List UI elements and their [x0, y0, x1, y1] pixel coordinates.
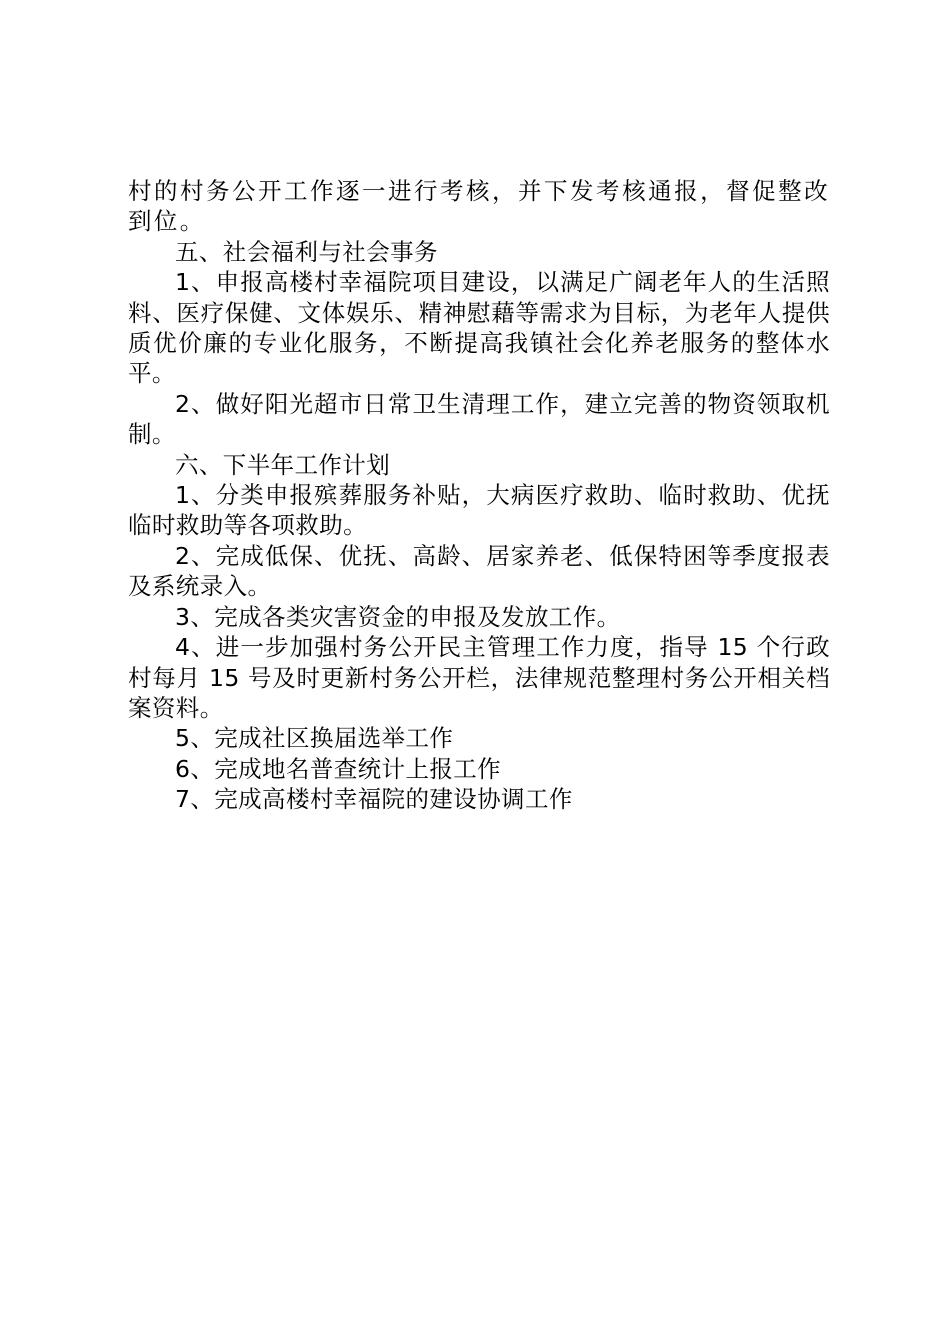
paragraph-plan-item-1: 1、分类申报殡葬服务补贴，大病医疗救助、临时救助、优抚临时救助等各项救助。 [128, 481, 830, 540]
paragraph-plan-item-4: 4、进一步加强村务公开民主管理工作力度，指导 15 个行政村每月 15 号及时更新村务公开栏，法律规范整理村务公开相关档案资料。 [128, 633, 830, 722]
paragraph-plan-item-2: 2、完成低保、优抚、高龄、居家养老、低保特困等季度报表及系统录入。 [128, 541, 830, 601]
document-page [128, 176, 830, 815]
paragraph-happiness-home-project: 1、申报高楼村幸福院项目建设，以满足广阔老年人的生活照料、医疗保健、文体娱乐、精神慰藉等需求为目标，为老年人提供质优价廉的专业化服务，不断提高我镇社会化养老服务的整体水平。 [128, 268, 830, 388]
paragraph-sunshine-supermarket: 2、做好阳光超市日常卫生清理工作，建立完善的物资领取机制。 [128, 389, 830, 449]
paragraph-plan-item-3: 3、完成各类灾害资金的申报及发放工作。 [175, 602, 621, 631]
paragraph-plan-item-5: 5、完成社区换届选举工作 [175, 724, 454, 753]
paragraph-plan-item-6: 6、完成地名普查统计上报工作 [175, 754, 502, 783]
section-heading-social-welfare: 五、社会福利与社会事务 [175, 237, 438, 266]
paragraph-village-affairs-assessment: 村的村务公开工作逐一进行考核，并下发考核通报，督促整改到位。 [128, 177, 830, 236]
paragraph-plan-item-7: 7、完成高楼村幸福院的建设协调工作 [175, 785, 573, 814]
section-heading-second-half-plan: 六、下半年工作计划 [175, 450, 391, 479]
